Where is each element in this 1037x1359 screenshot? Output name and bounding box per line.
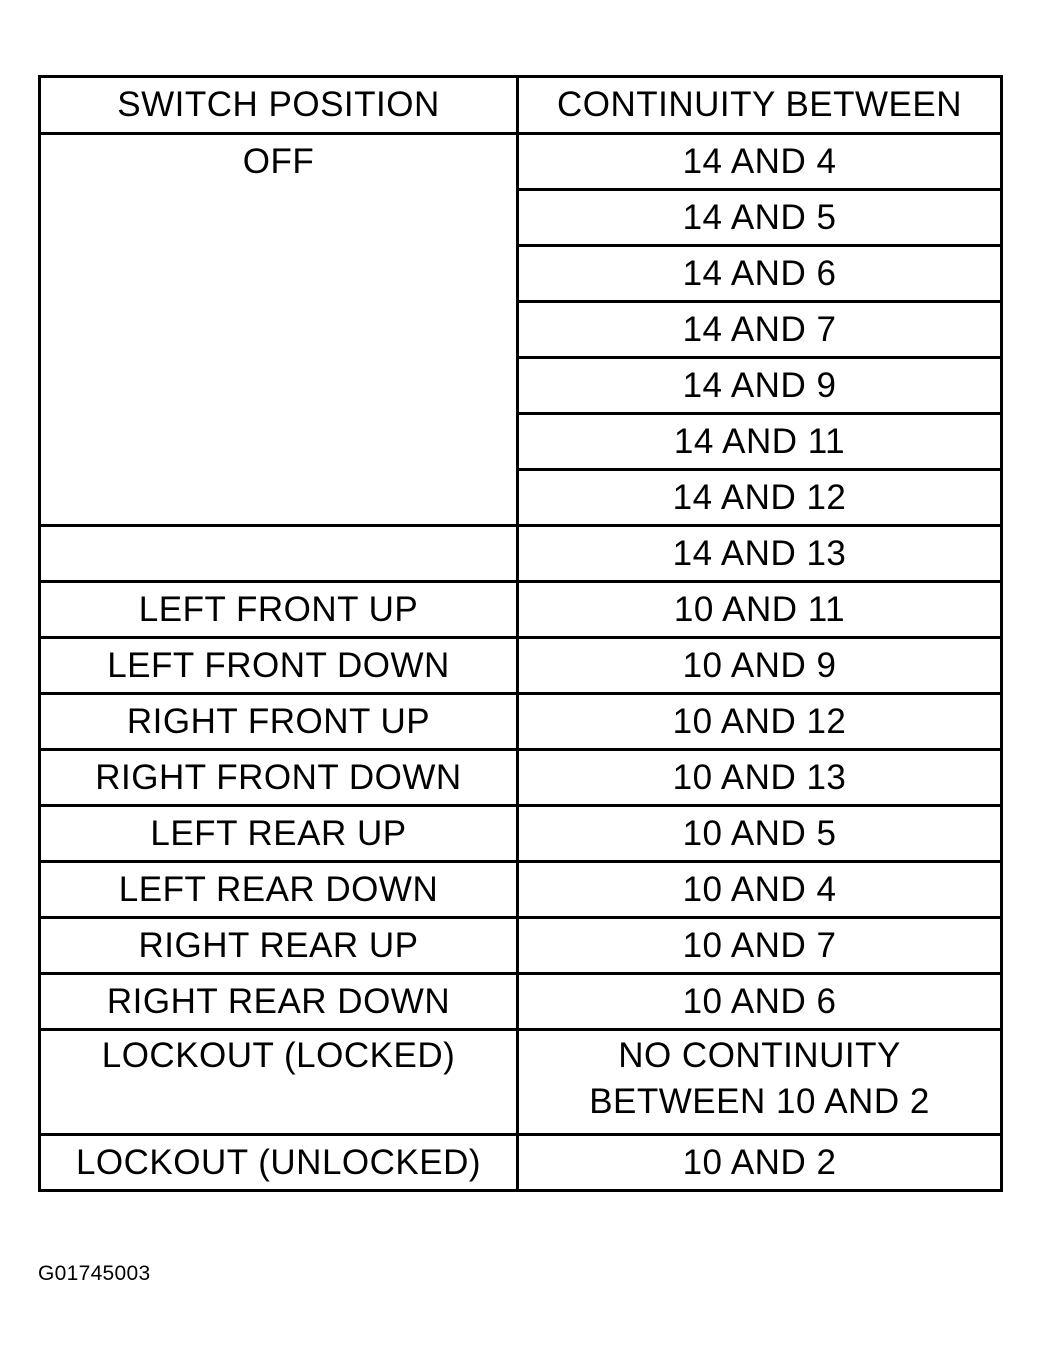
- lockout-unlocked-continuity-cell: 10 AND 2: [518, 1135, 1002, 1191]
- header-switch-position: SWITCH POSITION: [40, 77, 518, 134]
- table-row: [40, 750, 1002, 806]
- header-row: [40, 77, 1002, 134]
- position-cell: LEFT REAR DOWN: [40, 862, 518, 918]
- table-row: [40, 974, 1002, 1030]
- continuity-cell: 14 AND 11: [518, 414, 1002, 470]
- switch-continuity-table: [38, 75, 1003, 1192]
- position-cell: LEFT REAR UP: [40, 806, 518, 862]
- table-row: [40, 638, 1002, 694]
- continuity-table-container: [38, 75, 1000, 1192]
- table-row: [40, 694, 1002, 750]
- position-cell: RIGHT FRONT UP: [40, 694, 518, 750]
- lockout-locked-position-cell: LOCKOUT (LOCKED): [40, 1030, 518, 1135]
- table-row: [40, 1030, 1002, 1135]
- continuity-cell: 10 AND 12: [518, 694, 1002, 750]
- blank-position-cell: [40, 526, 518, 582]
- table-row: [40, 134, 1002, 190]
- position-cell: RIGHT FRONT DOWN: [40, 750, 518, 806]
- lockout-locked-continuity-cell: [518, 1030, 1002, 1135]
- continuity-cell: 14 AND 12: [518, 470, 1002, 526]
- continuity-cell: 14 AND 6: [518, 246, 1002, 302]
- position-cell: RIGHT REAR UP: [40, 918, 518, 974]
- continuity-cell: 10 AND 7: [518, 918, 1002, 974]
- continuity-cell: 14 AND 7: [518, 302, 1002, 358]
- table-row: [40, 918, 1002, 974]
- table-row: [40, 582, 1002, 638]
- position-cell: LEFT FRONT DOWN: [40, 638, 518, 694]
- continuity-cell: 10 AND 6: [518, 974, 1002, 1030]
- continuity-cell: 10 AND 5: [518, 806, 1002, 862]
- continuity-cell: 14 AND 5: [518, 190, 1002, 246]
- position-cell: RIGHT REAR DOWN: [40, 974, 518, 1030]
- table-row: [40, 1135, 1002, 1191]
- figure-id-label: G01745003: [38, 1262, 151, 1285]
- position-cell: LEFT FRONT UP: [40, 582, 518, 638]
- lockout-locked-line-2: BETWEEN 10 AND 2: [589, 1082, 930, 1121]
- continuity-cell: 10 AND 11: [518, 582, 1002, 638]
- continuity-cell: 10 AND 9: [518, 638, 1002, 694]
- table-row: [40, 806, 1002, 862]
- lockout-unlocked-position-cell: LOCKOUT (UNLOCKED): [40, 1135, 518, 1191]
- off-position-cell: OFF: [40, 134, 518, 526]
- continuity-cell: 10 AND 4: [518, 862, 1002, 918]
- continuity-cell: 14 AND 4: [518, 134, 1002, 190]
- header-continuity-between: CONTINUITY BETWEEN: [518, 77, 1002, 134]
- continuity-cell: 14 AND 9: [518, 358, 1002, 414]
- continuity-cell: 14 AND 13: [518, 526, 1002, 582]
- continuity-cell: 10 AND 13: [518, 750, 1002, 806]
- table-row: [40, 862, 1002, 918]
- lockout-locked-line-1: NO CONTINUITY: [618, 1036, 901, 1075]
- table-row: [40, 526, 1002, 582]
